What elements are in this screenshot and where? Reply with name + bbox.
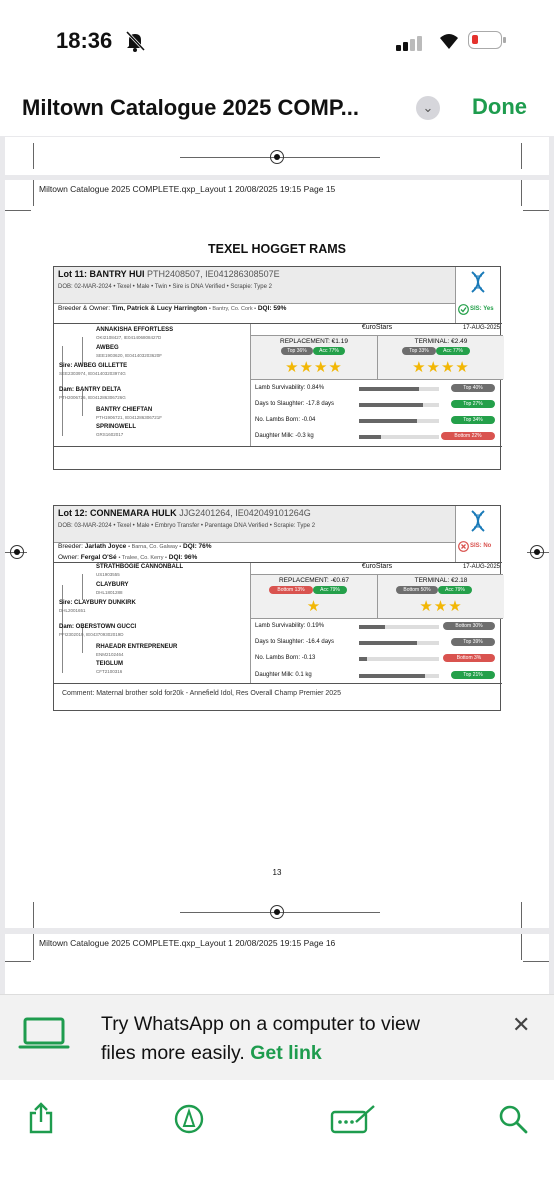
lot-title: Lot 11: BANTRY HUI PTH2408507, IE041286308507E xyxy=(58,269,280,279)
page-number: 13 xyxy=(272,868,282,877)
eurostars-panel xyxy=(250,563,503,683)
page-header: Miltown Catalogue 2025 COMPLETE.qxp_Layout 1 20/08/2025 19:15 Page 15 xyxy=(39,184,336,194)
rank-badge: Bottom 50% xyxy=(396,586,438,594)
trait-badge: Bottom 22% xyxy=(441,432,495,440)
pdf-page-next xyxy=(5,934,549,994)
trait-row: Days to Slaughter: -17.8 days xyxy=(255,401,335,407)
pedigree-sire: Sire: AWBEG GILLETTE SEE2303974, IE041403203974G xyxy=(59,363,128,376)
accuracy-badge: Acc 77% xyxy=(313,347,345,355)
trait-row: Days to Slaughter: -16.4 days xyxy=(255,639,335,645)
pedigree-sire: Sire: CLAYBURY DUNKIRK DHL2001651 xyxy=(59,600,136,613)
trait-badge: Top 21% xyxy=(451,671,495,679)
page-header: Miltown Catalogue 2025 COMPLETE.qxp_Layout 1 20/08/2025 19:15 Page 16 xyxy=(39,938,336,948)
rank-badge: Top 33% xyxy=(402,347,436,355)
document-nav-bar xyxy=(0,84,554,136)
status-time: 18:36 xyxy=(56,28,113,53)
laptop-icon xyxy=(18,1016,70,1050)
pedigree-dam: Dam: BANTRY DELTA PTH2006726, IE041286306726G xyxy=(59,387,126,400)
section-title: TEXEL HOGGET RAMS xyxy=(208,242,346,256)
sis-status: SIS: No xyxy=(470,543,492,549)
document-title[interactable]: Miltown Catalogue 2025 COMP... xyxy=(22,95,359,120)
wifi-icon xyxy=(437,30,461,50)
pedigree-entry: AWBEG SEE1903620, IE041403203620F xyxy=(96,345,163,358)
battery-icon xyxy=(468,31,502,49)
accuracy-badge: Acc 79% xyxy=(438,586,472,594)
get-link[interactable]: Get link xyxy=(250,1042,322,1064)
registration-mark-icon xyxy=(530,545,544,559)
trait-row: Lamb Survivability: 0.84% xyxy=(255,385,325,391)
signature-icon[interactable] xyxy=(330,1104,376,1134)
star-rating: ★★★★ xyxy=(285,359,343,376)
search-icon[interactable] xyxy=(498,1104,528,1134)
share-icon[interactable] xyxy=(28,1102,54,1134)
trait-row: Lamb Survivability: 0.19% xyxy=(255,623,325,629)
trait-badge: Bottom 30% xyxy=(443,622,495,630)
lot-card-11 xyxy=(53,266,501,470)
star-rating: ★ xyxy=(306,598,322,615)
trait-row: Daughter Milk: 0.1 kg xyxy=(255,672,312,678)
terminal-index: TERMINAL: €2.18 Bottom 50% Acc 79% ★★★ xyxy=(377,575,504,618)
star-rating: ★★★ xyxy=(419,598,463,615)
dna-panel xyxy=(455,506,500,562)
promo-text: Try WhatsApp on a computer to view files more easily. Get link xyxy=(101,1013,420,1064)
pedigree-entry: TEIGLUM CFT2100316 xyxy=(96,661,123,674)
pedigree-entry: CLAYBURY DHL1801288 xyxy=(96,582,129,595)
trait-badge: Top 39% xyxy=(451,638,495,646)
eurostars-panel xyxy=(250,324,503,446)
replacement-index: REPLACEMENT: -€0.67 Bottom 13% Acc 79% ★ xyxy=(251,575,377,618)
pedigree-entry: STRATHBOGIE CANNONBALL US1903555 xyxy=(96,564,184,577)
dna-panel xyxy=(455,267,500,323)
owner-line: Owner: Fergal O'Sé • Tralee, Co. Kerry • DQI: 96% xyxy=(58,554,198,561)
registration-mark-icon xyxy=(270,905,284,919)
trait-row: Daughter Milk: -0.3 kg xyxy=(255,433,314,439)
check-circle-icon xyxy=(458,304,469,315)
trait-badge: Top 34% xyxy=(451,416,495,424)
trait-badge: Bottom 3% xyxy=(443,654,495,662)
eurostars-date: 17-AUG-2025 xyxy=(462,564,500,570)
lot-details: DOB: 03-MAR-2024 • Texel • Male • Embryo Transfer • Parentage DNA Verified • Scrapie: Type 2 xyxy=(58,523,316,529)
cellular-signal-icon xyxy=(396,33,424,51)
pedigree-entry: BANTRY CHIEFTAN PTH1906721, IE041286306721F xyxy=(96,407,163,420)
accuracy-badge: Acc 77% xyxy=(436,347,470,355)
bottom-toolbar xyxy=(0,1080,554,1200)
trait-badge: Top 40% xyxy=(451,384,495,392)
breeder-line: Breeder & Owner: Tim, Patrick & Lucy Harrington • Bantry, Co. Cork • DQI: 59% xyxy=(58,305,287,312)
lot-details: DOB: 02-MAR-2024 • Texel • Male • Twin • Sire is DNA Verified • Scrapie: Type 2 xyxy=(58,284,272,290)
pdf-page xyxy=(5,180,549,928)
lot-title: Lot 12: CONNEMARA HULK JJG2401264, IE042049101264G xyxy=(58,508,311,518)
rank-badge: Bottom 13% xyxy=(269,586,313,594)
pedigree-entry: ANNAKISHA EFFORTLESS OKI2108427, IE041406808427D xyxy=(96,327,174,340)
breeder-line: Breeder: Jarlath Joyce • Barna, Co. Galway • DQI: 76% xyxy=(58,543,212,550)
lot-card-12 xyxy=(53,505,501,711)
eurostars-label: €uroStars xyxy=(361,563,393,570)
dna-icon xyxy=(468,271,488,293)
terminal-index: TERMINAL: €2.49 Top 33% Acc 77% ★★★★ xyxy=(377,336,504,379)
registration-mark-icon xyxy=(10,545,24,559)
trait-row: No. Lambs Born: -0.13 xyxy=(255,655,316,661)
dna-icon xyxy=(468,510,488,532)
status-bar xyxy=(0,0,554,84)
x-circle-icon xyxy=(458,541,469,552)
lot-comment: Comment: Maternal brother sold for20k - Annefield Idol, Res Overall Champ Premier 2025 xyxy=(62,690,341,697)
eurostars-date: 17-AUG-2025 xyxy=(462,325,500,331)
close-icon[interactable]: ✕ xyxy=(512,1012,531,1037)
done-button[interactable]: Done xyxy=(472,94,527,119)
pedigree-dam: Dam: OBERSTOWN GUCCI PFI2302019, IE043709302019D xyxy=(59,624,137,637)
registration-mark-icon xyxy=(270,150,284,164)
star-rating: ★★★★ xyxy=(412,359,470,376)
bell-muted-icon xyxy=(124,30,146,52)
rank-badge: Top 36% xyxy=(281,347,313,355)
markup-icon[interactable] xyxy=(174,1104,204,1134)
eurostars-label: €uroStars xyxy=(361,324,393,331)
pdf-page-previous xyxy=(5,137,549,175)
trait-row: No. Lambs Born: -0.04 xyxy=(255,417,316,423)
trait-badge: Top 27% xyxy=(451,400,495,408)
chevron-down-icon[interactable]: ⌄ xyxy=(416,96,440,120)
sis-status: SIS: Yes xyxy=(470,306,494,312)
replacement-index: REPLACEMENT: €1.19 Top 36% Acc 77% ★★★★ xyxy=(251,336,377,379)
pedigree-entry: SPRINGWELL GRS1602017 xyxy=(96,424,136,437)
pedigree-entry: RHAEADR ENTREPRENEUR ENM2102464 xyxy=(96,644,178,657)
accuracy-badge: Acc 79% xyxy=(313,586,347,594)
